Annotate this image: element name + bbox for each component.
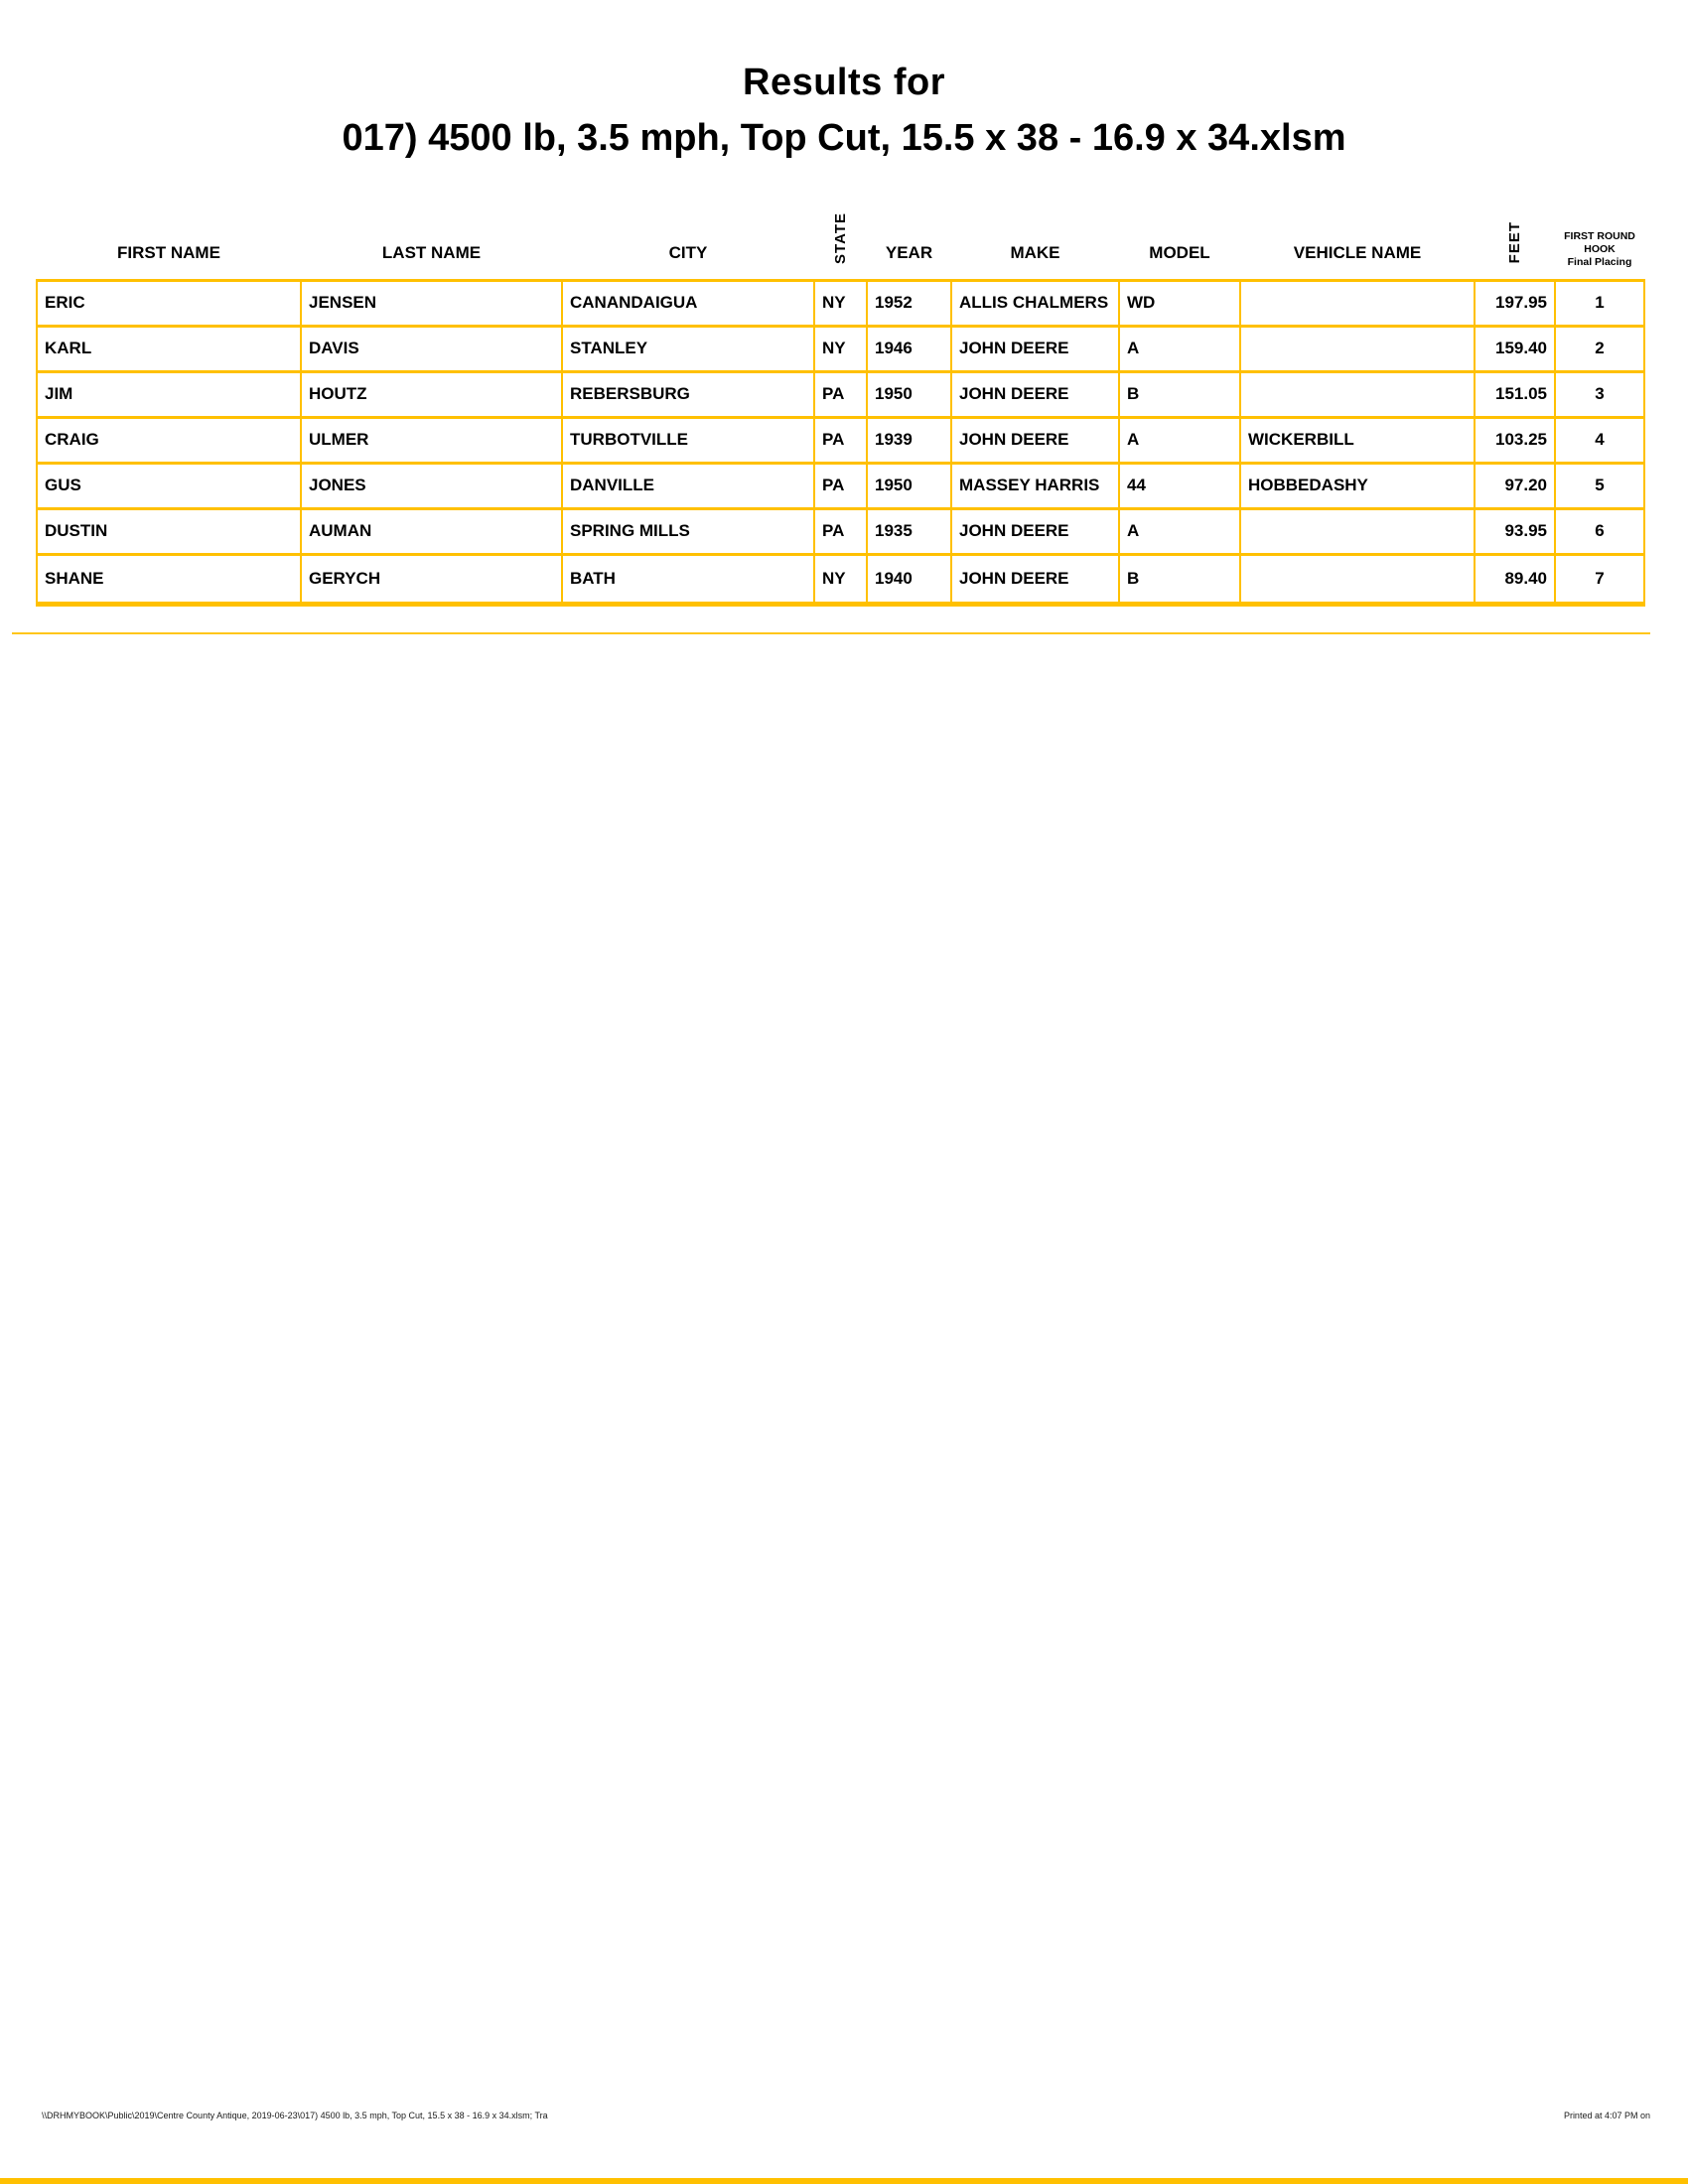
results-table-header: [37, 189, 1644, 280]
cell-feet: 97.20: [1475, 463, 1555, 508]
cell-last_name: ULMER: [301, 417, 562, 463]
cell-first_name: SHANE: [37, 554, 301, 604]
results-table-body: [37, 280, 1644, 604]
cell-first_name: CRAIG: [37, 417, 301, 463]
table-row: [37, 371, 1644, 417]
cell-model: 44: [1119, 463, 1240, 508]
table-row: [37, 417, 1644, 463]
cell-model: A: [1119, 417, 1240, 463]
column-header-model: MODEL: [1149, 242, 1210, 262]
cell-vehicle_name: [1240, 326, 1475, 371]
column-header-feet: [1475, 189, 1555, 280]
cell-feet: 103.25: [1475, 417, 1555, 463]
cell-placing: 7: [1555, 554, 1644, 604]
column-header-first_name: FIRST NAME: [117, 242, 220, 262]
cell-placing: 1: [1555, 280, 1644, 326]
cell-state: PA: [814, 417, 867, 463]
cell-model: A: [1119, 508, 1240, 554]
table-row: [37, 326, 1644, 371]
cell-make: JOHN DEERE: [951, 508, 1119, 554]
cell-year: 1935: [867, 508, 951, 554]
table-row: [37, 463, 1644, 508]
cell-first_name: KARL: [37, 326, 301, 371]
cell-city: CANANDAIGUA: [562, 280, 814, 326]
cell-feet: 151.05: [1475, 371, 1555, 417]
cell-vehicle_name: [1240, 371, 1475, 417]
cell-vehicle_name: [1240, 508, 1475, 554]
bottom-page-divider: [0, 2178, 1688, 2184]
table-row: [37, 280, 1644, 326]
column-header-state: [814, 189, 867, 280]
cell-last_name: DAVIS: [301, 326, 562, 371]
cell-year: 1939: [867, 417, 951, 463]
cell-last_name: JONES: [301, 463, 562, 508]
cell-year: 1952: [867, 280, 951, 326]
cell-vehicle_name: [1240, 280, 1475, 326]
cell-last_name: JENSEN: [301, 280, 562, 326]
cell-state: NY: [814, 554, 867, 604]
cell-state: NY: [814, 280, 867, 326]
rotated-header-label: FEET: [1506, 221, 1523, 264]
column-header-vehicle_name: VEHICLE NAME: [1293, 242, 1422, 262]
cell-feet: 197.95: [1475, 280, 1555, 326]
cell-city: SPRING MILLS: [562, 508, 814, 554]
cell-placing: 2: [1555, 326, 1644, 371]
cell-city: TURBOTVILLE: [562, 417, 814, 463]
cell-first_name: ERIC: [37, 280, 301, 326]
results-table: [36, 189, 1645, 607]
cell-vehicle_name: HOBBEDASHY: [1240, 463, 1475, 508]
footer-file-path: \\DRHMYBOOK\Public\2019\Centre County Antique, 2019-06-23\017) 4500 lb, 3.5 mph, Top Cut, 15.5 x 38 - 16.9 x 34.xlsm; Tra: [42, 2111, 548, 2120]
cell-make: MASSEY HARRIS: [951, 463, 1119, 508]
cell-first_name: JIM: [37, 371, 301, 417]
page-subtitle: 017) 4500 lb, 3.5 mph, Top Cut, 15.5 x 38 - 16.9 x 34.xlsm: [342, 117, 1346, 159]
cell-feet: 159.40: [1475, 326, 1555, 371]
header-label-line: FIRST ROUND: [1564, 229, 1635, 242]
cell-model: B: [1119, 554, 1240, 604]
cell-year: 1946: [867, 326, 951, 371]
header-label-line: HOOK: [1584, 242, 1616, 255]
header-row: [37, 189, 1644, 280]
page-title: Results for: [743, 62, 945, 103]
cell-model: WD: [1119, 280, 1240, 326]
table-bottom-divider: [12, 632, 1650, 634]
cell-placing: 6: [1555, 508, 1644, 554]
column-header-city: CITY: [668, 242, 708, 262]
cell-state: PA: [814, 508, 867, 554]
cell-city: REBERSBURG: [562, 371, 814, 417]
cell-city: DANVILLE: [562, 463, 814, 508]
cell-placing: 4: [1555, 417, 1644, 463]
cell-feet: 93.95: [1475, 508, 1555, 554]
table-row: [37, 554, 1644, 604]
cell-city: BATH: [562, 554, 814, 604]
cell-make: JOHN DEERE: [951, 371, 1119, 417]
cell-model: B: [1119, 371, 1240, 417]
cell-year: 1940: [867, 554, 951, 604]
cell-placing: 3: [1555, 371, 1644, 417]
rotated-header-label: STATE: [832, 211, 849, 264]
cell-first_name: DUSTIN: [37, 508, 301, 554]
cell-state: PA: [814, 463, 867, 508]
cell-make: JOHN DEERE: [951, 417, 1119, 463]
column-header-last_name: LAST NAME: [381, 242, 482, 262]
cell-feet: 89.40: [1475, 554, 1555, 604]
column-header-placing: [1555, 189, 1644, 280]
cell-last_name: GERYCH: [301, 554, 562, 604]
footer-printed-timestamp: Printed at 4:07 PM on: [1563, 2111, 1650, 2120]
column-header-make: MAKE: [1010, 242, 1060, 262]
cell-make: ALLIS CHALMERS: [951, 280, 1119, 326]
cell-make: JOHN DEERE: [951, 554, 1119, 604]
cell-first_name: GUS: [37, 463, 301, 508]
cell-year: 1950: [867, 463, 951, 508]
table-row: [37, 508, 1644, 554]
cell-state: NY: [814, 326, 867, 371]
cell-vehicle_name: WICKERBILL: [1240, 417, 1475, 463]
cell-city: STANLEY: [562, 326, 814, 371]
header-label-line: Final Placing: [1567, 255, 1632, 268]
cell-last_name: AUMAN: [301, 508, 562, 554]
cell-state: PA: [814, 371, 867, 417]
cell-year: 1950: [867, 371, 951, 417]
cell-placing: 5: [1555, 463, 1644, 508]
cell-last_name: HOUTZ: [301, 371, 562, 417]
cell-model: A: [1119, 326, 1240, 371]
cell-make: JOHN DEERE: [951, 326, 1119, 371]
cell-vehicle_name: [1240, 554, 1475, 604]
column-header-year: YEAR: [885, 242, 933, 262]
